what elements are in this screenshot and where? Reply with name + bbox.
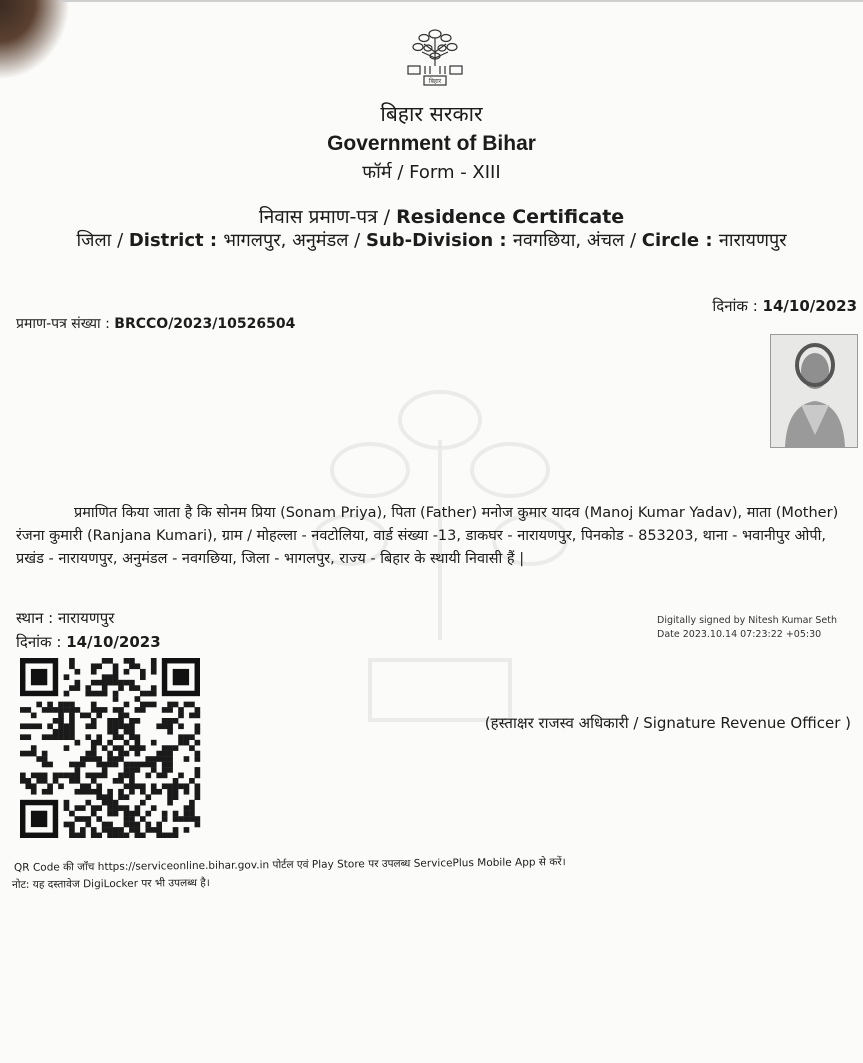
cert-title-hindi: निवास प्रमाण-पत्र (258, 206, 378, 228)
qr-verification-note: QR Code की जाँच https://serviceonline.bihar.gov.in पोर्टल एवं Play Store पर उपलब्ध ServicePlus Mobile App से करें। (13, 856, 566, 874)
page-top-border (60, 0, 863, 2)
signature-label: (हस्ताक्षर राजस्व अधिकारी / Signature Revenue Officer ) (484, 714, 851, 732)
date-label: दिनांक : (712, 297, 758, 315)
svg-text:बिहार: बिहार (428, 78, 442, 85)
jurisdiction-line: जिला / District : भागलपुर, अनुमंडल / Sub-Division : नवगछिया, अंचल / Circle : नारायणपुर (76, 230, 787, 251)
emblem-watermark (280, 360, 600, 800)
place-label: स्थान : (16, 609, 54, 627)
district-hindi: जिला (76, 230, 112, 251)
digital-signature-block (657, 614, 837, 642)
subdivision-english: Sub-Division (365, 230, 494, 251)
digital-sign-name: Digitally signed by Nitesh Kumar Seth (657, 615, 838, 626)
subdivision-value: नवगछिया, (512, 230, 582, 251)
issue-date (712, 296, 857, 316)
bottom-date-label: दिनांक : (16, 633, 62, 651)
certificate-title: निवास प्रमाण-पत्र / Residence Certificate (258, 206, 625, 228)
form-hindi: फॉर्म (362, 162, 392, 183)
district-english: District (128, 230, 204, 251)
bihar-government-emblem-icon (398, 22, 472, 96)
bottom-date-line (16, 632, 161, 652)
circle-hindi: अंचल (586, 230, 625, 251)
subdivision-hindi: अनुमंडल (292, 230, 349, 251)
circle-value: नारायणपुर (718, 230, 787, 251)
circle-english: Circle (641, 230, 700, 251)
cert-title-english: Residence Certificate (396, 206, 625, 228)
certificate-statement: प्रमाणित किया जाता है कि सोनम प्रिया (Sonam Priya), पिता (Father) मनोज कुमार यादव (Manoj Kumar Yadav), माता (Mother) रंजना कुमारी (Ranjana Kumari), ग्राम / मोहल्ला - नवटोलिया, वार्ड संख्या -13, डाकघर - नारायणपुर, पिनकोड - 853203, थाना - भवानीपुर ओपी, प्रखंड - नारायणपुर, अनुमंडल - नवगछिया, जिला - भागलपुर, राज्य - बिहार के स्थायी निवासी हैं | (16, 505, 839, 567)
district-value: भागलपुर, (223, 230, 287, 251)
government-title: Government of Bihar (327, 132, 536, 155)
bottom-date-value: 14/10/2023 (66, 633, 161, 651)
place-line (16, 608, 114, 628)
date-value: 14/10/2023 (762, 297, 857, 315)
finger-shadow (0, 0, 70, 80)
applicant-photo (770, 334, 858, 448)
place-value: नारायणपुर (57, 609, 115, 627)
cert-no-value: BRCCO/2023/10526504 (114, 316, 296, 332)
digilocker-note: नोट: यह दस्तावेज DigiLocker पर भी उपलब्ध है। (11, 876, 210, 892)
person-photo-icon (771, 335, 857, 447)
qr-code-icon (20, 658, 206, 838)
form-title: फॉर्म / Form - XIII (362, 162, 501, 183)
form-english: Form - XIII (409, 162, 501, 183)
cert-no-label: प्रमाण-पत्र संख्या : (16, 316, 110, 332)
digital-sign-date: Date 2023.10.14 07:23:22 +05:30 (657, 629, 822, 640)
certificate-number (16, 314, 295, 333)
hindi-government-title: बिहार सरकार (380, 102, 483, 126)
